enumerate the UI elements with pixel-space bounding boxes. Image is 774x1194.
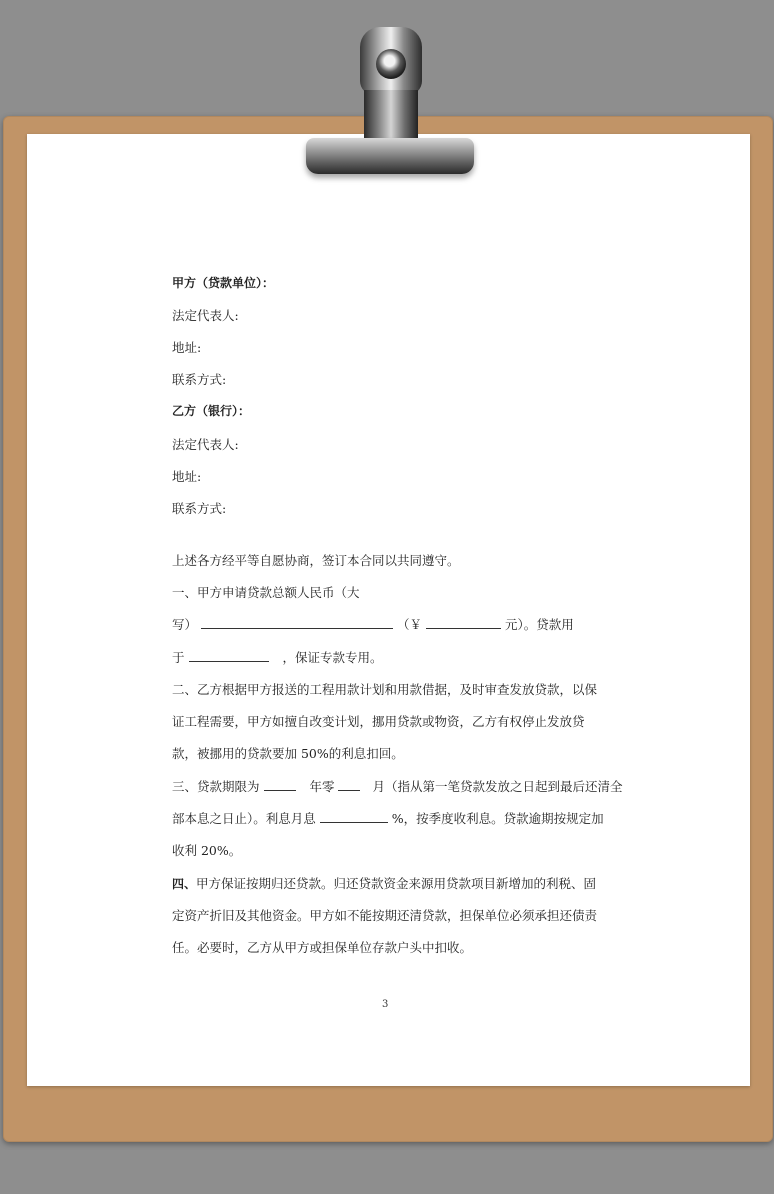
party-b-rep: 法定代表人: <box>172 437 239 452</box>
purpose-blank <box>189 650 269 662</box>
clause4-line1 <box>172 874 596 892</box>
clause4-line3: 任。必要时，乙方从甲方或担保单位存款户头中扣收。 <box>172 940 473 955</box>
party-a-contact: 联系方式: <box>172 372 227 387</box>
clip-neck <box>364 90 418 140</box>
clause3-line1-a: 三、贷款期限为 <box>172 779 260 794</box>
party-a-heading: 甲方（贷款单位）： <box>172 276 275 290</box>
clause1-line2 <box>172 615 574 633</box>
clause2-line1: 二、乙方根据甲方报送的工程用款计划和用款借据，及时审查发放贷款，以保 <box>172 682 598 697</box>
party-a-rep: 法定代表人: <box>172 308 239 323</box>
clause3-line2 <box>172 809 604 827</box>
party-b-heading: 乙方（银行）： <box>172 404 251 418</box>
party-a-address: 地址: <box>172 340 202 355</box>
clause3-line1-b: 年零 <box>309 779 335 794</box>
clause1-line2-a: 写） <box>172 617 198 632</box>
clause3-line1-c: 月（指从第一笔贷款发放之日起到最后还清全 <box>372 779 623 794</box>
clause4-line2: 定资产折旧及其他资金。甲方如不能按期还清贷款，担保单位必须承担还债责 <box>172 908 598 923</box>
clause2-line2: 证工程需要，甲方如擅自改变计划，挪用贷款或物资，乙方有权停止发放贷 <box>172 714 585 729</box>
clause1-line2-b: （￥ <box>396 617 422 632</box>
page-number: 3 <box>382 999 389 1010</box>
clip-base <box>306 138 474 174</box>
clause3-line2-b: %，按季度收利息。贷款逾期按规定加 <box>391 811 604 826</box>
months-blank <box>338 779 360 791</box>
years-blank <box>264 779 296 791</box>
party-b-contact: 联系方式: <box>172 501 227 516</box>
clause1-line3 <box>172 648 382 666</box>
amount-number-blank <box>426 617 501 629</box>
clause3-line2-a: 部本息之日止）。利息月息 <box>172 811 316 826</box>
clause4-number: 四、 <box>172 877 197 891</box>
clause1-line2-c: 元）。贷款用 <box>504 617 574 632</box>
clause1-line1: 一、甲方申请贷款总额人民币（大 <box>172 585 360 600</box>
clause1-line3-a: 于 <box>172 650 185 665</box>
party-b-address: 地址: <box>172 469 202 484</box>
clause2-line3: 款，被挪用的贷款要加 50%的利息扣回。 <box>172 746 404 761</box>
clause1-line3-b: ，保证专款专用。 <box>282 650 383 665</box>
clause3-line3: 收利 20%。 <box>172 843 242 858</box>
clause3-line1 <box>172 777 622 795</box>
amount-words-blank <box>201 617 393 629</box>
clause4-line1-b: 甲方保证按期归还贷款。归还贷款资金来源用贷款项目新增加的利税、固 <box>196 876 597 891</box>
intro-text: 上述各方经平等自愿协商，签订本合同以共同遵守。 <box>172 553 460 568</box>
interest-rate-blank <box>320 811 388 823</box>
clip-ring-icon <box>360 27 422 95</box>
